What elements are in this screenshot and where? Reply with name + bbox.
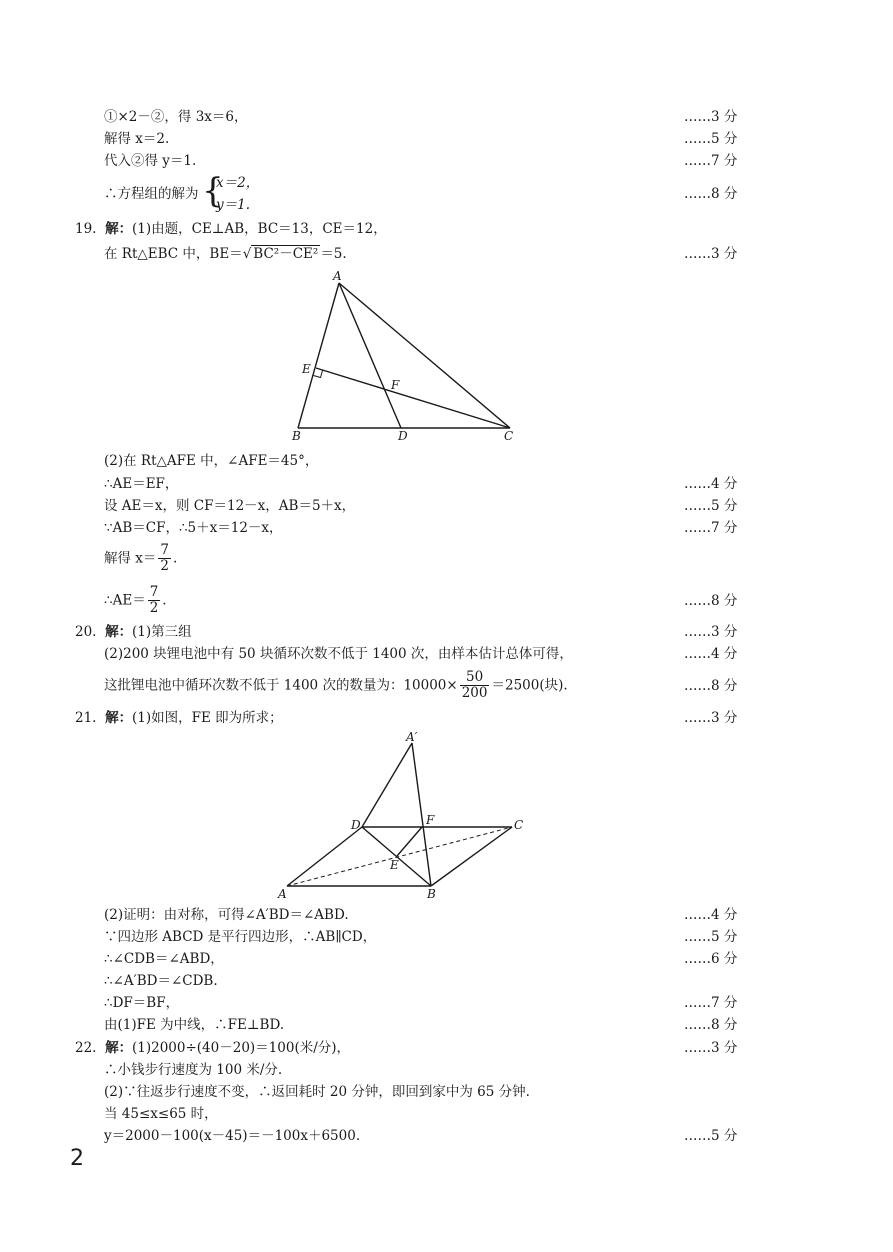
q19-score-4: ……4 分 bbox=[684, 476, 738, 492]
q21-score-1: ……3 分 bbox=[684, 710, 738, 726]
q19-line-4: ∴AE＝EF， bbox=[104, 476, 179, 492]
q18-score-1: ……3 分 bbox=[684, 109, 738, 125]
label-F: F bbox=[391, 378, 400, 392]
label-C: C bbox=[504, 429, 514, 443]
q22-line-3: (2)∵往返步行速度不变，∴返回耗时 20 分钟，即回到家中为 65 分钟. bbox=[104, 1084, 530, 1100]
q19-score-8: ……8 分 bbox=[684, 593, 738, 609]
q18-line-3: 代入②得 y＝1. bbox=[104, 153, 197, 169]
q18-score-4: ……8 分 bbox=[684, 186, 738, 202]
q18-line-4-intro: ∴方程组的解为 bbox=[104, 186, 199, 202]
page-number: 2 bbox=[70, 1146, 84, 1171]
label-F: F bbox=[426, 813, 435, 827]
q20-score-1: ……3 分 bbox=[684, 624, 738, 640]
q21-score-7: ……8 分 bbox=[684, 1017, 738, 1033]
q21-score-4: ……6 分 bbox=[684, 951, 738, 967]
q21-score-2: ……4 分 bbox=[684, 907, 738, 923]
q20-line-3: 这批锂电池中循环次数不低于 1400 次的数量为：10000× $\frac{50}{200}$ ＝2500(块). bbox=[104, 669, 568, 701]
q22-line-4: 当 45≤x≤65 时， bbox=[104, 1106, 218, 1122]
q22-score-5: ……5 分 bbox=[684, 1128, 738, 1144]
q21-number: 21. 解： bbox=[75, 710, 133, 726]
label-A: A bbox=[278, 887, 287, 901]
q20-number: 20. 解： bbox=[75, 624, 133, 640]
system-brace: { bbox=[202, 171, 224, 211]
q21-line-4: ∴∠CDB＝∠ABD， bbox=[104, 951, 224, 967]
label-E: E bbox=[390, 858, 399, 872]
q20-line-1: (1)第三组 bbox=[132, 624, 192, 640]
q21-line-6: ∴DF＝BF， bbox=[104, 995, 180, 1011]
q19-score-2: ……3 分 bbox=[684, 246, 738, 262]
q18-line-1: ①×2－②，得 3x＝6， bbox=[104, 109, 248, 125]
q20-line-2: (2)200 块锂电池中有 50 块循环次数不低于 1400 次，由样本估计总体可得， bbox=[104, 646, 573, 662]
label-E: E bbox=[302, 362, 311, 376]
q19-score-6: ……7 分 bbox=[684, 520, 738, 536]
q19-number: 19. 解： bbox=[75, 221, 133, 237]
q21-line-3: ∵四边形 ABCD 是平行四边形，∴AB∥CD， bbox=[104, 929, 377, 945]
q21-line-2: (2)证明：由对称，可得∠A′BD＝∠ABD. bbox=[104, 907, 349, 923]
q19-score-5: ……5 分 bbox=[684, 498, 738, 514]
q22-score-1: ……3 分 bbox=[684, 1040, 738, 1056]
q22-number: 22. 解： bbox=[75, 1040, 133, 1056]
q21-score-3: ……5 分 bbox=[684, 929, 738, 945]
q18-line-2: 解得 x＝2. bbox=[104, 131, 170, 147]
q18-score-3: ……7 分 bbox=[684, 153, 738, 169]
label-D: D bbox=[351, 818, 361, 832]
system-eq-2: y＝1. bbox=[216, 197, 251, 213]
q21-line-1: (1)如图，FE 即为所求； bbox=[132, 710, 283, 726]
q19-line-8: ∴AE＝ $\frac{7}{2}$ . bbox=[104, 584, 167, 616]
q19-line-7: 解得 x＝ $\frac{7}{2}$ . bbox=[104, 542, 178, 574]
label-A: A bbox=[333, 269, 342, 283]
q20-score-3: ……8 分 bbox=[684, 678, 738, 694]
q20-score-2: ……4 分 bbox=[684, 646, 738, 662]
system-eq-1: x＝2， bbox=[216, 175, 260, 191]
q22-line-1: (1)2000÷(40－20)＝100(米/分)， bbox=[132, 1040, 351, 1056]
q22-line-2: ∴小钱步行速度为 100 米/分. bbox=[104, 1062, 283, 1078]
q19-line-5: 设 AE＝x，则 CF＝12－x，AB＝5＋x， bbox=[104, 498, 356, 514]
label-D: D bbox=[398, 429, 408, 443]
q19-line-1: (1)由题，CE⊥AB，BC＝13，CE＝12， bbox=[132, 221, 387, 237]
q21-line-7: 由(1)FE 为中线，∴FE⊥BD. bbox=[104, 1017, 285, 1033]
q21-score-6: ……7 分 bbox=[684, 995, 738, 1011]
q19-line-3: (2)在 Rt△AFE 中，∠AFE＝45°， bbox=[104, 453, 319, 469]
q22-line-5: y＝2000－100(x－45)＝－100x＋6500. bbox=[104, 1128, 361, 1144]
q18-score-2: ……5 分 bbox=[684, 131, 738, 147]
label-A-prime: A′ bbox=[406, 730, 418, 744]
q19-line-2: 在 Rt△EBC 中，BE＝√ BC²－CE² ＝5. bbox=[104, 246, 347, 262]
label-B: B bbox=[427, 887, 436, 901]
label-C: C bbox=[514, 818, 524, 832]
label-B: B bbox=[292, 429, 301, 443]
q21-line-5: ∴∠A′BD＝∠CDB. bbox=[104, 973, 218, 989]
q19-line-6: ∵AB＝CF，∴5＋x＝12－x， bbox=[104, 520, 283, 536]
